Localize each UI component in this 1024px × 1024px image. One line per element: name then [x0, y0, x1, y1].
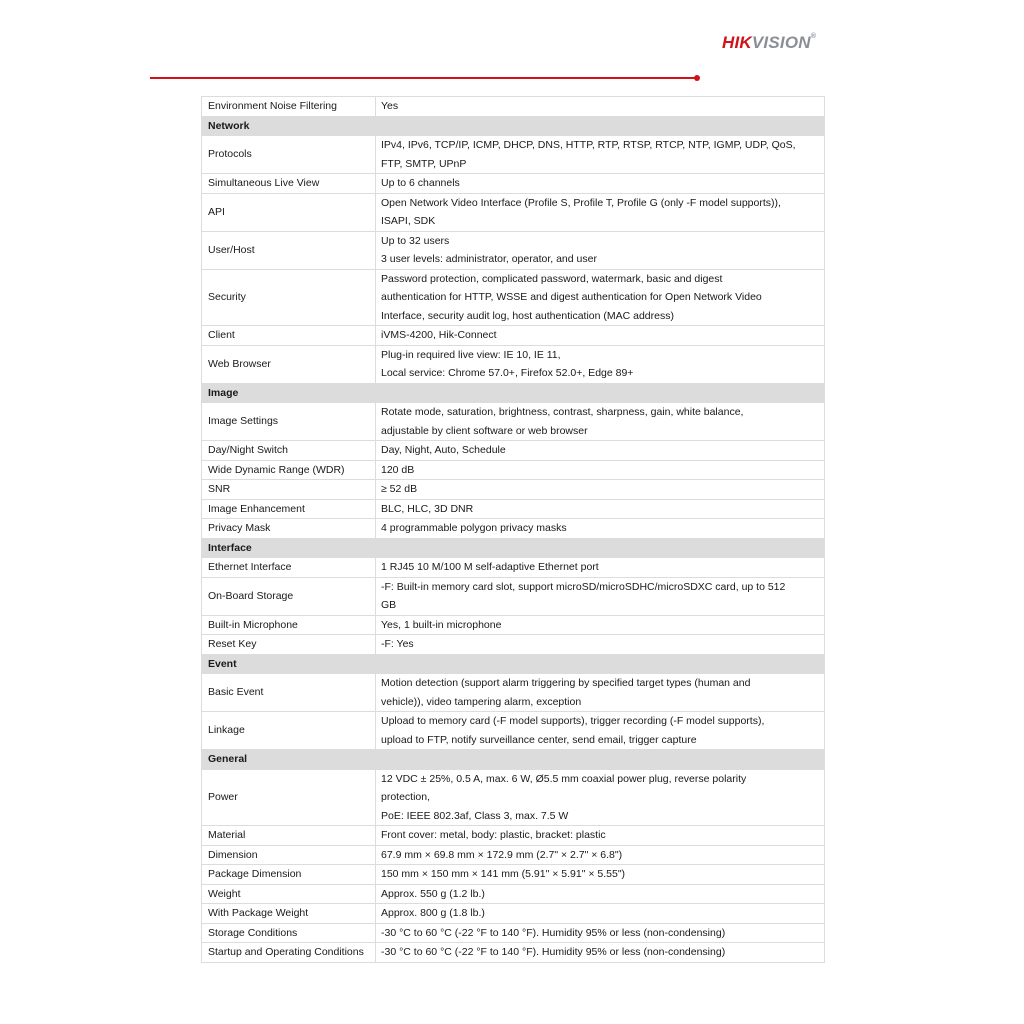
spec-value-line: Password protection, complicated password, watermark, basic and digest	[381, 272, 723, 285]
spec-value-line: vehicle)), video tampering alarm, exception	[381, 695, 582, 708]
spec-row	[202, 674, 824, 712]
spec-label: Dimension	[208, 848, 258, 861]
spec-value	[375, 403, 824, 440]
spec-row	[202, 136, 824, 174]
spec-label: Material	[208, 829, 246, 841]
spec-row	[202, 846, 824, 866]
section-header: Interface	[202, 539, 824, 559]
spec-table	[201, 96, 825, 963]
spec-value	[375, 441, 824, 460]
spec-value-line: Day, Night, Auto, Schedule	[381, 444, 506, 456]
spec-value	[375, 904, 824, 923]
spec-value	[375, 943, 824, 962]
spec-value-line: 4 programmable polygon privacy masks	[381, 522, 567, 534]
spec-label: API	[208, 205, 225, 218]
header-rule-dot	[694, 75, 700, 81]
spec-row	[202, 885, 824, 905]
spec-value-line: Rotate mode, saturation, brightness, contrast, sharpness, gain, white balance,	[381, 406, 744, 418]
spec-value-line: Up to 32 users	[381, 234, 450, 247]
spec-value	[375, 865, 824, 884]
spec-value-line: BLC, HLC, 3D DNR	[381, 502, 474, 515]
spec-row	[202, 346, 824, 384]
spec-value-line: ≥ 52 dB	[381, 483, 418, 495]
spec-value	[375, 346, 824, 383]
spec-value-line: -F: Yes	[381, 638, 414, 650]
spec-row	[202, 97, 824, 117]
spec-row	[202, 500, 824, 520]
spec-value	[375, 500, 824, 519]
spec-value	[375, 635, 824, 654]
spec-value-line: IPv4, IPv6, TCP/IP, ICMP, DHCP, DNS, HTTP, RTP, RTSP, RTCP, NTP, IGMP, UDP, QoS,	[381, 139, 796, 151]
section-header: Image	[202, 384, 824, 404]
spec-row	[202, 461, 824, 481]
spec-value	[375, 519, 824, 538]
spec-value	[375, 326, 824, 345]
spec-label: With Package Weight	[208, 907, 309, 919]
spec-row	[202, 635, 824, 655]
spec-row	[202, 578, 824, 616]
spec-value-line: Yes, 1 built-in microphone	[381, 618, 502, 631]
spec-row	[202, 826, 824, 846]
spec-value-line: Local service: Chrome 57.0+, Firefox 52.0+, Edge 89+	[381, 367, 634, 379]
spec-label: Ethernet Interface	[208, 561, 292, 573]
spec-value-line: protection,	[381, 791, 431, 803]
spec-label: Wide Dynamic Range (WDR)	[208, 463, 345, 476]
spec-value	[375, 97, 824, 116]
spec-label: Linkage	[208, 724, 245, 737]
spec-label: Built-in Microphone	[208, 618, 298, 631]
spec-row	[202, 174, 824, 194]
spec-row	[202, 232, 824, 270]
spec-label: Environment Noise Filtering	[208, 100, 337, 112]
spec-value	[375, 480, 824, 499]
spec-value-line: Front cover: metal, body: plastic, bracket: plastic	[381, 829, 606, 841]
brand-logo-part2: VISION	[751, 33, 811, 52]
spec-value	[375, 924, 824, 943]
spec-value-line: 67.9 mm × 69.8 mm × 172.9 mm (2.7" × 2.7" × 6.8")	[381, 848, 623, 861]
spec-value-line: 1 RJ45 10 M/100 M self-adaptive Ethernet port	[381, 561, 599, 573]
spec-value-line: iVMS-4200, Hik-Connect	[381, 329, 497, 341]
spec-row	[202, 712, 824, 750]
spec-label: Privacy Mask	[208, 522, 271, 534]
spec-value	[375, 270, 824, 326]
spec-value	[375, 674, 824, 711]
spec-row	[202, 616, 824, 636]
spec-label: Startup and Operating Conditions	[208, 946, 364, 958]
spec-label: Security	[208, 291, 246, 303]
spec-label: Package Dimension	[208, 868, 302, 880]
spec-value-line: 120 dB	[381, 463, 415, 476]
spec-value	[375, 174, 824, 193]
spec-row	[202, 270, 824, 327]
spec-value	[375, 136, 824, 173]
spec-value-line: Plug-in required live view: IE 10, IE 11,	[381, 348, 561, 361]
spec-value	[375, 578, 824, 615]
spec-value-line: upload to FTP, notify surveillance center, send email, trigger capture	[381, 733, 697, 746]
spec-value-line: Approx. 800 g (1.8 lb.)	[381, 907, 485, 919]
spec-label: Power	[208, 791, 238, 803]
spec-label: Weight	[208, 887, 241, 900]
brand-logo-part1: HIK	[722, 33, 752, 52]
spec-row	[202, 865, 824, 885]
spec-value-line: Motion detection (support alarm triggering by specified target types (human and	[381, 677, 751, 689]
spec-row	[202, 558, 824, 578]
spec-value	[375, 461, 824, 480]
registered-mark: ®	[810, 33, 817, 40]
spec-value-line: Interface, security audit log, host authentication (MAC address)	[381, 309, 674, 322]
spec-value-line: 3 user levels: administrator, operator, and user	[381, 253, 597, 265]
spec-value-line: FTP, SMTP, UPnP	[381, 157, 467, 170]
spec-value	[375, 616, 824, 635]
spec-value-line: Upload to memory card (-F model supports), trigger recording (-F model supports),	[381, 715, 765, 727]
spec-value	[375, 885, 824, 904]
spec-value-line: Yes	[381, 100, 399, 112]
brand-logo	[722, 33, 816, 53]
spec-row	[202, 904, 824, 924]
section-header: Network	[202, 117, 824, 137]
spec-label: Client	[208, 329, 235, 341]
spec-value	[375, 826, 824, 845]
spec-row	[202, 770, 824, 827]
spec-label: Storage Conditions	[208, 926, 298, 939]
spec-value	[375, 558, 824, 577]
spec-row	[202, 441, 824, 461]
spec-value-line: ISAPI, SDK	[381, 215, 436, 227]
spec-label: Image Settings	[208, 415, 279, 428]
spec-label: Basic Event	[208, 686, 264, 699]
spec-value-line: -30 °C to 60 °C (-22 °F to 140 °F). Humidity 95% or less (non-condensing)	[381, 946, 726, 958]
spec-value	[375, 232, 824, 269]
spec-row	[202, 519, 824, 539]
spec-value	[375, 770, 824, 826]
spec-label: SNR	[208, 483, 231, 495]
spec-label: On-Board Storage	[208, 589, 294, 602]
spec-row	[202, 403, 824, 441]
spec-row	[202, 924, 824, 944]
spec-row	[202, 326, 824, 346]
spec-row	[202, 480, 824, 500]
spec-value-line: Approx. 550 g (1.2 lb.)	[381, 887, 485, 900]
spec-value-line: adjustable by client software or web browser	[381, 424, 588, 437]
spec-row	[202, 194, 824, 232]
spec-label: Day/Night Switch	[208, 444, 288, 456]
spec-value-line: Up to 6 channels	[381, 177, 460, 189]
spec-label: Reset Key	[208, 638, 257, 650]
section-header: Event	[202, 655, 824, 675]
spec-value-line: -F: Built-in memory card slot, support microSD/microSDHC/microSDXC card, up to 512	[381, 580, 786, 593]
spec-row	[202, 943, 824, 963]
spec-value	[375, 194, 824, 231]
section-header: General	[202, 750, 824, 770]
spec-label: Web Browser	[208, 357, 271, 370]
spec-value-line: GB	[381, 599, 397, 611]
spec-label: User/Host	[208, 243, 255, 256]
spec-label: Protocols	[208, 148, 252, 161]
spec-label: Simultaneous Live View	[208, 177, 320, 189]
spec-value-line: Open Network Video Interface (Profile S, Profile T, Profile G (only -F model supports)),	[381, 196, 781, 209]
spec-value-line: -30 °C to 60 °C (-22 °F to 140 °F). Humidity 95% or less (non-condensing)	[381, 926, 726, 939]
spec-value-line: 12 VDC ± 25%, 0.5 A, max. 6 W, Ø5.5 mm coaxial power plug, reverse polarity	[381, 772, 747, 785]
spec-value-line: authentication for HTTP, WSSE and digest authentication for Open Network Video	[381, 291, 762, 303]
spec-value	[375, 712, 824, 749]
spec-value-line: PoE: IEEE 802.3af, Class 3, max. 7.5 W	[381, 809, 569, 822]
spec-value-line: 150 mm × 150 mm × 141 mm (5.91" × 5.91" × 5.55")	[381, 868, 626, 880]
spec-value	[375, 846, 824, 865]
spec-label: Image Enhancement	[208, 502, 305, 515]
header-rule	[150, 77, 695, 79]
